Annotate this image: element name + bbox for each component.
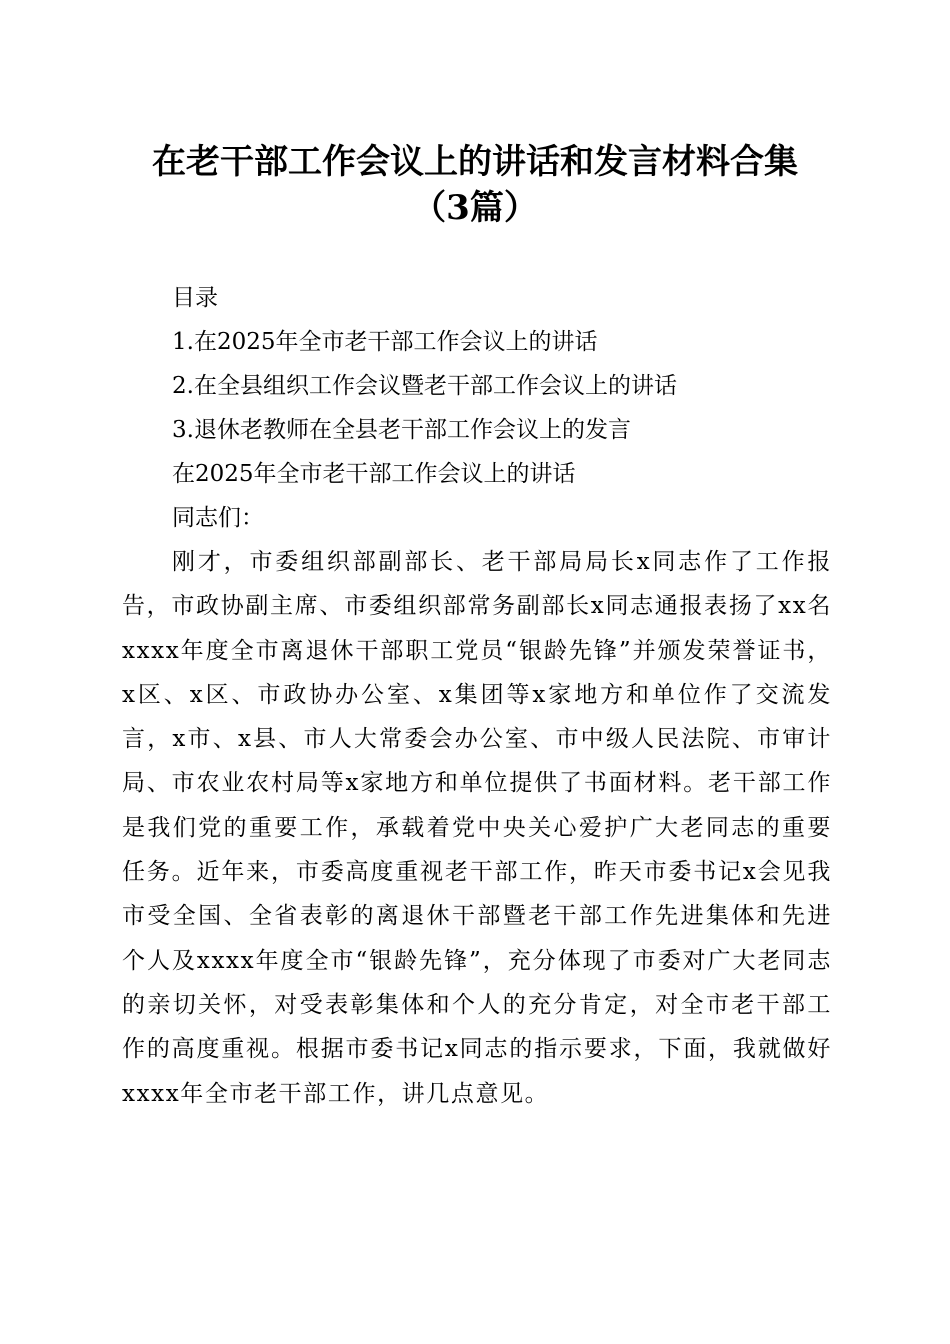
- toc-item-1: 1.在2025年全市老干部工作会议上的讲话: [172, 329, 598, 355]
- toc-heading: 目录: [172, 285, 218, 311]
- document-body: [122, 276, 832, 1116]
- toc-item-2: 2.在全县组织工作会议暨老干部工作会议上的讲话: [172, 373, 677, 399]
- salutation: 同志们：: [172, 505, 264, 531]
- body-paragraph: 刚才，市委组织部副部长、老干部局局长x同志作了工作报告，市政协副主席、市委组织部常务副部长x同志通报表扬了xx名xxxx年度全市离退休干部职工党员“银龄先锋”并颁发荣誉证书，x区、x区、市政协办公室、x集团等x家地方和单位作了交流发言，x市、x县、市人大常委会办公室、市中级人民法院、市审计局、市农业农村局等x家地方和单位提供了书面材料。老干部工作是我们党的重要工作，承载着党中央关心爱护广大老同志的重要任务。近年来，市委高度重视老干部工作，昨天市委书记x会见我市受全国、全省表彰的离退休干部暨老干部工作先进集体和先进个人及xxxx年度全市“银龄先锋”，充分体现了市委对广大老同志的亲切关怀，对受表彰集体和个人的充分肯定，对全市老干部工作的高度重视。根据市委书记x同志的指示要求，下面，我就做好xxxx年全市老干部工作，讲几点意见。: [122, 549, 832, 1107]
- document-title-count: （3篇）: [412, 188, 538, 228]
- toc-item-3: 3.退休老教师在全县老干部工作会议上的发言: [172, 417, 631, 443]
- document-title: 在老干部工作会议上的讲话和发言材料合集: [152, 142, 798, 182]
- section-heading: 在2025年全市老干部工作会议上的讲话: [172, 461, 576, 487]
